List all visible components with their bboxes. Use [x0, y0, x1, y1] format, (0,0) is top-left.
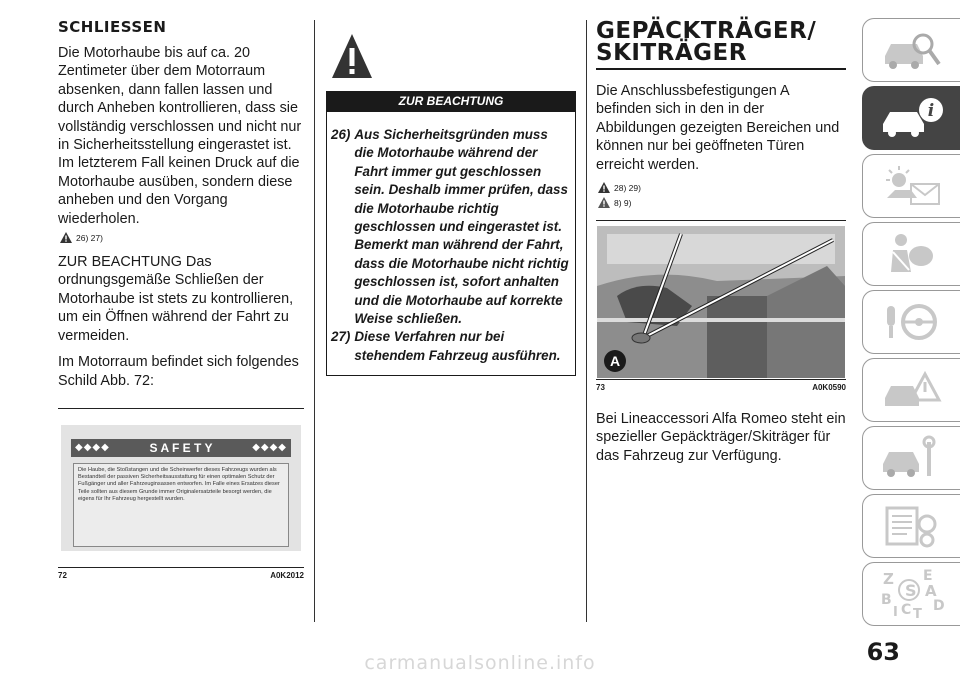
heading-line: SKITRÄGER [596, 40, 747, 66]
figure-number: 72 [58, 570, 67, 580]
figure-caption [58, 571, 304, 580]
warning-title: ZUR BEACHTUNG [326, 91, 576, 111]
column-divider [314, 20, 315, 622]
reference-numbers: 28) 29) [614, 182, 641, 193]
column-right [596, 18, 846, 473]
tab-safety[interactable] [862, 222, 960, 286]
figure-caption [596, 383, 846, 392]
paragraph: Die Motorhaube bis auf ca. 20 Zentimeter über dem Motorraum absenken, dann fallen lassen und durch Anheben kontrollieren, dass sie vollständig verschlossen und nicht nur in Sicherheitsstellung eingerastet ist. Im letzterem Fall keinen Druck auf die Motorhaube ausüben, sondern diese anheben und den Vorgang wiederholen. [58, 45, 302, 227]
maintenance-icon [877, 434, 947, 482]
warning-reference[interactable] [598, 182, 846, 193]
watermark: carmanualsonline.info [364, 652, 596, 674]
index-letter: I [893, 605, 898, 620]
checker-pattern-icon: ◆◆◆◆ [75, 442, 110, 454]
warning-triangle-icon [598, 182, 610, 193]
chapter-tabs [858, 18, 960, 630]
marker-a [604, 350, 626, 372]
figure-72 [58, 408, 304, 568]
warning-reference[interactable] [60, 232, 304, 243]
paragraph: Die Anschlussbefestigungen A befinden sich in den in der Abbildungen gezeigten Bereichen und können nur bei geöffneten Türen erreicht werden. [596, 83, 840, 173]
figure-code: A0K2012 [270, 570, 304, 580]
reference-numbers: 8) 9) [614, 197, 632, 208]
index-letter: C [901, 602, 912, 618]
warning-text: Aus Sicherheitsgründen muss die Motorhaube während der Fahrt immer gut geschlossen sein. Deshalb immer prüfen, dass die Motorhaube richtig geschlossen und eingerastet ist. Bemerkt man während der Fahrt, dass die Motorhaube nicht richtig geschlossen ist, sofort anhalten und die Motorhaube auf korrekte Weise schließen. [354, 127, 569, 327]
page-number: 63 [866, 638, 900, 666]
tab-getting-to-know[interactable] [862, 18, 960, 82]
tab-emergency[interactable] [862, 358, 960, 422]
index-letter: E [923, 568, 933, 584]
caution-triangle-icon [598, 197, 610, 208]
caution-reference[interactable] [598, 197, 846, 208]
car-search-icon [877, 26, 947, 74]
tab-maintenance[interactable] [862, 426, 960, 490]
section-heading-schliessen: SCHLIESSEN [58, 18, 167, 36]
checker-pattern-icon: ◆◆◆◆ [252, 442, 287, 454]
warning-box [326, 111, 576, 376]
column-middle [326, 18, 576, 376]
index-letter: D [933, 598, 945, 614]
tab-knowing-your-car[interactable] [862, 86, 960, 150]
warning-triangle-icon [330, 32, 374, 80]
paragraph: ZUR BEACHTUNG Das ordnungsgemäße Schließen der Motorhaube ist stets zu kontrollieren, um ein Öffnen während der Fahrt zu vermeiden. [58, 254, 294, 344]
warning-text: Diese Verfahren nur bei stehendem Fahrzeug ausführen. [354, 329, 561, 363]
paragraph: Bei Lineaccessori Alfa Romeo steht ein spezieller Gepäckträger/Skiträger für das Fahrzeug zur Verfügung. [596, 411, 846, 464]
warning-lights-icon [877, 162, 947, 210]
car-info-icon [877, 94, 947, 142]
column-left [58, 18, 304, 580]
warning-item [331, 328, 569, 365]
warning-number: 27) [331, 329, 351, 345]
steering-key-icon [877, 298, 947, 346]
warning-triangle-icon [60, 232, 72, 243]
index-letter: Z [883, 570, 894, 588]
safety-banner-text: S A F E T Y [149, 440, 213, 455]
safety-label-image [61, 425, 301, 551]
heading-underline [596, 68, 846, 70]
tab-starting-driving[interactable] [862, 290, 960, 354]
tab-technical-data[interactable] [862, 494, 960, 558]
section-heading-gepaecktraeger [596, 20, 846, 64]
heading-line: GEPÄCKTRÄGER/ [596, 18, 817, 44]
safety-label-text: Die Haube, die Stoßstangen und die Scheinwerfer dieses Fahrzeugs wurden als Bestandteil der passiven Sicherheitsausstattung für einen optimalen Schutz der Fußgänger und aller Fahrzeuginsassen entworfen. Im Falle eines Ersatzes dieser Teile sollten aus diesem Grunde immer Originalersatzteile besorgt werden, die eigens für Ihr Fahrzeug hergestellt wurden. [73, 463, 289, 547]
warning-item [331, 126, 569, 328]
specs-icon [877, 502, 947, 550]
paragraph: Im Motorraum befindet sich folgendes Schild Abb. 72: [58, 354, 299, 389]
reference-numbers: 26) 27) [76, 232, 103, 243]
safety-banner [71, 439, 291, 457]
figure-number: 73 [596, 383, 605, 393]
tab-warning-lights[interactable] [862, 154, 960, 218]
airbag-safety-icon [877, 230, 947, 278]
warning-number: 26) [331, 127, 351, 142]
figure-73 [596, 220, 846, 380]
car-interior-photo [597, 226, 845, 378]
index-letter: B [881, 592, 892, 608]
index-letter: S [905, 581, 917, 600]
index-letter: T [913, 607, 922, 622]
figure-code: A0K0590 [812, 383, 846, 393]
marker-label: A [609, 353, 621, 370]
emergency-icon [877, 366, 947, 414]
index-icon [877, 566, 947, 622]
column-divider [586, 20, 587, 622]
info-glyph: i [927, 101, 935, 121]
tab-index[interactable] [862, 562, 960, 626]
index-letter: A [925, 582, 937, 600]
